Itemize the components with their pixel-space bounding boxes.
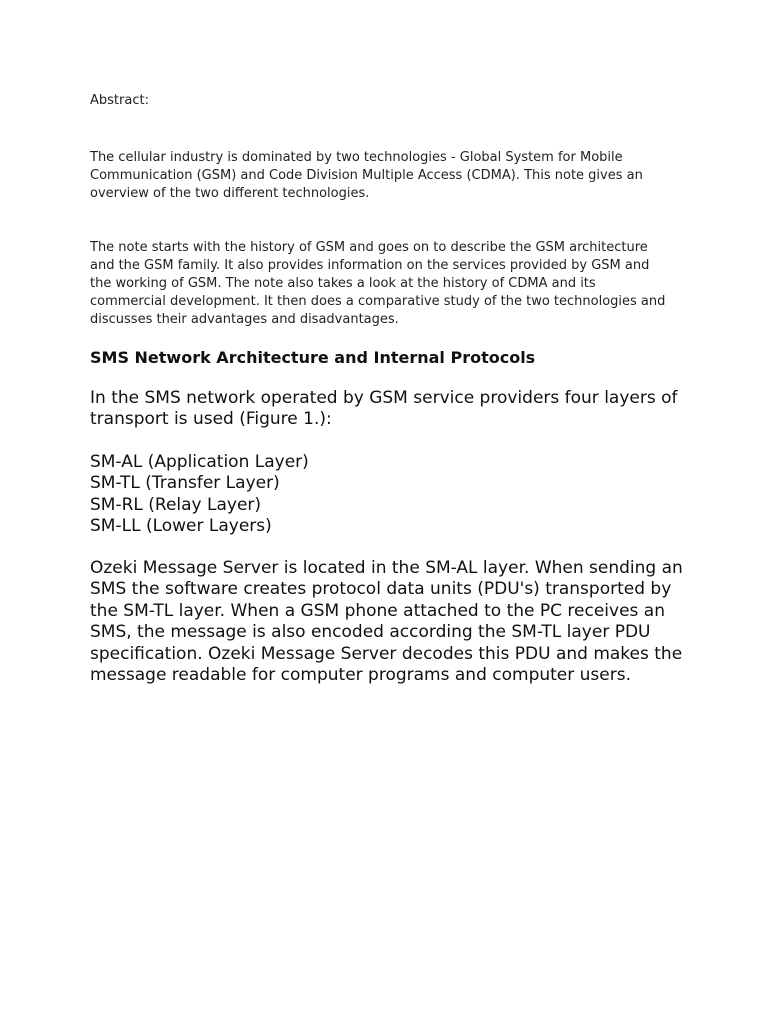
layer-item-sm-ll: SM-LL (Lower Layers): [90, 516, 272, 537]
abstract-label: [90, 92, 670, 110]
layer-item-sm-rl: SM-RL (Relay Layer): [90, 494, 262, 515]
ozeki-paragraph-text: Ozeki Message Server is located in the SM-AL layer. When sending an SMS the software creates protocol data units (PDU's) transported by the SM-TL layer. When a GSM phone attached to the PC receives an SMS, the message is also encoded according the SM-TL layer PDU specification. Ozeki Message Server decodes this PDU and makes the message readable for computer programs and computer users.: [90, 558, 683, 686]
layer-list: [90, 452, 690, 538]
section-intro-text: In the SMS network operated by GSM service providers four layers of transport is used (Figure 1.):: [90, 388, 678, 430]
abstract-label-text: Abstract:: [90, 93, 149, 108]
layer-item-sm-tl: SM-TL (Transfer Layer): [90, 473, 280, 494]
section-intro: [90, 388, 690, 431]
section-heading: SMS Network Architecture and Internal Protocols: [90, 348, 536, 367]
layer-item-sm-al: SM-AL (Application Layer): [90, 452, 309, 472]
ozeki-paragraph: [90, 558, 690, 686]
abstract-paragraph-1-text: The cellular industry is dominated by two technologies - Global System for Mobile Communication (GSM) and Code Division Multiple Access (CDMA). This note gives an overview of the two different technologies.: [90, 150, 643, 201]
abstract-paragraph-1: [90, 149, 670, 203]
abstract-paragraph-2: [90, 239, 670, 329]
abstract-paragraph-2-text: The note starts with the history of GSM and goes on to describe the GSM architecture and the GSM family. It also provides information on the services provided by GSM and the working of GSM. The note also takes a look at the history of CDMA and its commercial development. It then does a comparative study of the two technologies and discusses their advantages and disadvantages.: [90, 240, 666, 327]
